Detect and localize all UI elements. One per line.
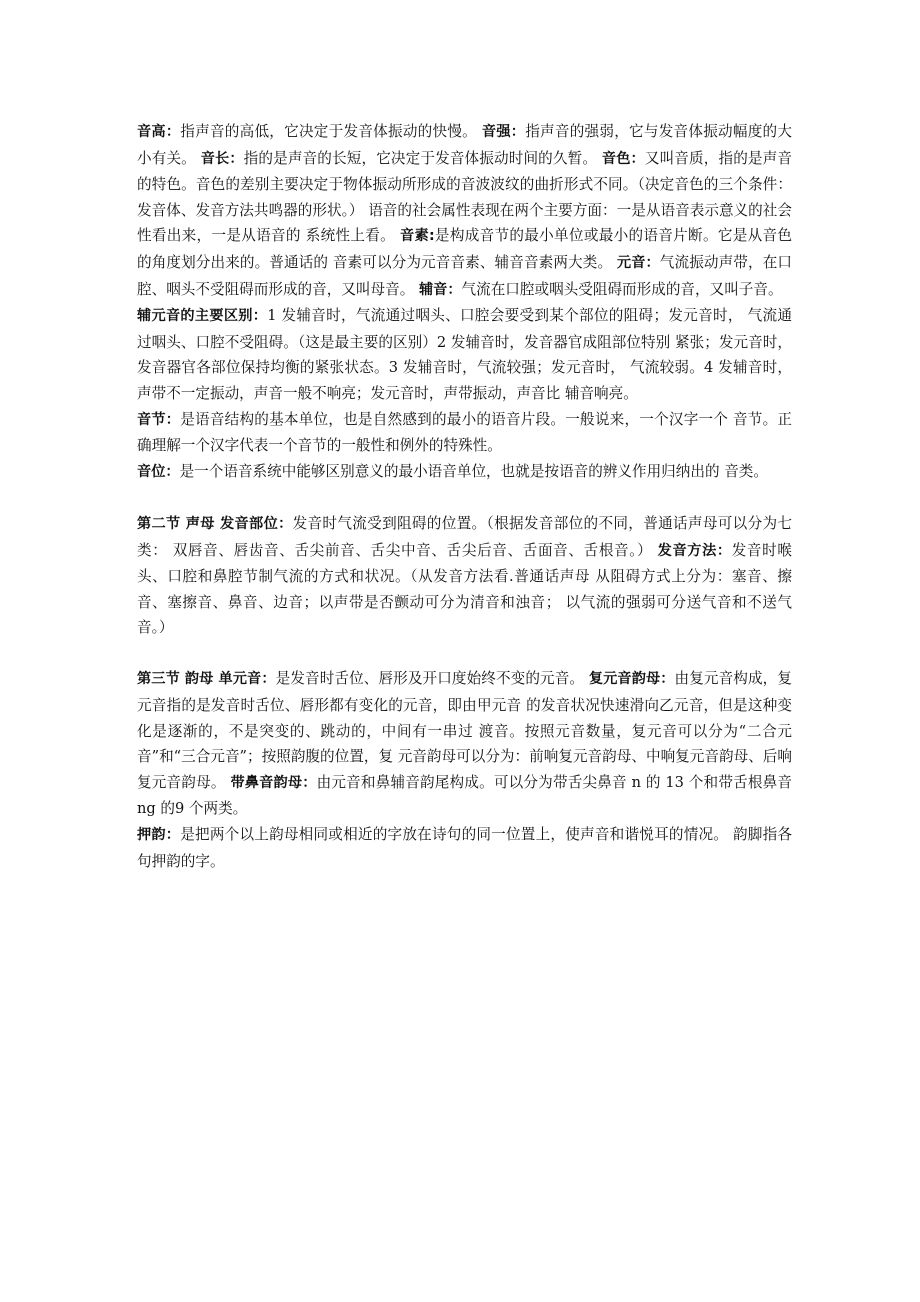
term-heading: 音长： xyxy=(200,150,244,167)
paragraph-consonant-vowel-diff xyxy=(137,303,792,406)
body-text: 又叫音质，指的是声音的特色。音色的差别主要决定于物体振动所形成的音波波纹的曲折形式不同。（决定音色的三个条件：发音体、发音方法共鸣器的形状。） 语音的社会属性表现在两个主要方面：一是从语音表示意义的社会性看出来，一是从语音的 系统性上看。 xyxy=(137,149,792,245)
paragraph-finals xyxy=(137,666,792,822)
term-heading: 发音方法： xyxy=(657,542,732,559)
paragraph-gap xyxy=(137,485,792,511)
term-heading: 复元音韵母： xyxy=(588,671,675,688)
body-text: 指的是声音的长短，它决定于发音体振动时间的久暂。 xyxy=(243,149,602,167)
document-page xyxy=(137,119,792,874)
paragraph-syllable xyxy=(137,407,792,459)
paragraph-pitch-group xyxy=(137,119,792,303)
body-text: 1 发辅音时，气流通过咽头、口腔会要受到某个部位的阻碍；发元音时， 气流通过咽头、口腔不受阻碍。（这是最主要的区别）2 发辅音时，发音器官成阻部位特别 紧张；发元音时，发音器官各部位保持均衡的紧张状态。3 发辅音时，气流较强；发元音时， 气流较弱。4 发辅音时，声带不一定振动，声音一般不响亮；发元音时，声带振动，声音比 辅音响亮。 xyxy=(137,307,792,402)
term-heading: 音色： xyxy=(601,150,645,167)
paragraph-gap xyxy=(137,641,792,667)
term-heading: 元音： xyxy=(616,254,660,271)
term-heading: 音节： xyxy=(137,411,181,428)
body-text: 是语音结构的基本单位，也是自然感到的最小的语音片段。一般说来，一个汉字一个 音节。正确理解一个汉字代表一个音节的一般性和例外的特殊性。 xyxy=(137,410,792,455)
body-text: 是发音时舌位、唇形及开口度始终不变的元音。 xyxy=(275,670,589,688)
term-heading: 押韵： xyxy=(137,827,181,844)
paragraph-initials xyxy=(137,511,792,641)
body-text: 指声音的高低，它决定于发音体振动的快慢。 xyxy=(180,123,482,140)
term-heading: 第三节 韵母 单元音： xyxy=(137,671,276,688)
paragraph-phoneme xyxy=(137,459,792,486)
term-heading: 音高： xyxy=(137,124,181,140)
term-heading: 辅音： xyxy=(418,281,462,298)
body-text: 是构成音节的最小单位或最小的语音片断。它是从音色的角度划分出来的。普通话的 音素可以分为元音音素、辅音音素两大类。 xyxy=(137,227,792,271)
body-text: 由元音和鼻辅音韵尾构成。可以分为带舌尖鼻音 n 的 13 个和带舌根鼻音 ng 的9 个两类。 xyxy=(137,773,792,818)
term-heading: 辅元音的主要区别： xyxy=(137,308,268,325)
body-text: 气流在口腔或咽头受阻碍而形成的音，又叫子音。 xyxy=(461,280,783,298)
body-text: 是把两个以上韵母相同或相近的字放在诗句的同一位置上，使声音和谐悦耳的情况。 韵脚指各句押韵的字。 xyxy=(137,826,792,870)
term-heading: 音素: xyxy=(400,228,435,245)
body-text: 气流振动声带，在口腔、咽头不受阻碍而形成的音，又叫母音。 xyxy=(137,253,792,298)
body-text: 发音时喉头、口腔和鼻腔节制气流的方式和状况。（从发音方法看.普通话声母 从阻碍方式上分为：塞音、擦音、塞擦音、鼻音、边音；以声带是否颤动可分为清音和浊音； 以气流的强弱可分送气音和不送气音。） xyxy=(137,541,792,637)
body-text: 发音时气流受到阻碍的位置。（根据发音部位的不同，普通话声母可以分为七类： 双唇音、唇齿音、舌尖前音、舌尖中音、舌尖后音、舌面音、舌根音。） xyxy=(137,514,793,559)
term-heading: 第二节 声母 发音部位： xyxy=(137,515,293,532)
term-heading: 带鼻音韵母： xyxy=(230,774,317,791)
paragraph-rhyme xyxy=(137,822,792,874)
body-text: 是一个语音系统中能够区别意义的最小语音单位，也就是按语音的辨义作用归纳出的 音类。 xyxy=(179,462,768,480)
body-text: 由复元音构成，复元音指的是发音时舌位、唇形都有变化的元音，即由甲元音 的发音状况快速滑向乙元音，但是这种变化是逐渐的，不是突变的、跳动的，中间有一串过 渡音。按照元音数量，复元音可以分为“二合元音”和“三合元音”；按照韵腹的位置，复 元音韵母可以分为：前响复元音韵母、中响复元音韵母、后响复元音韵母。 xyxy=(137,670,792,791)
term-heading: 音强： xyxy=(481,124,526,140)
term-heading: 音位： xyxy=(137,463,180,480)
body-text: 指声音的强弱，它与发音体振动幅度的大小有关。 xyxy=(137,123,792,167)
